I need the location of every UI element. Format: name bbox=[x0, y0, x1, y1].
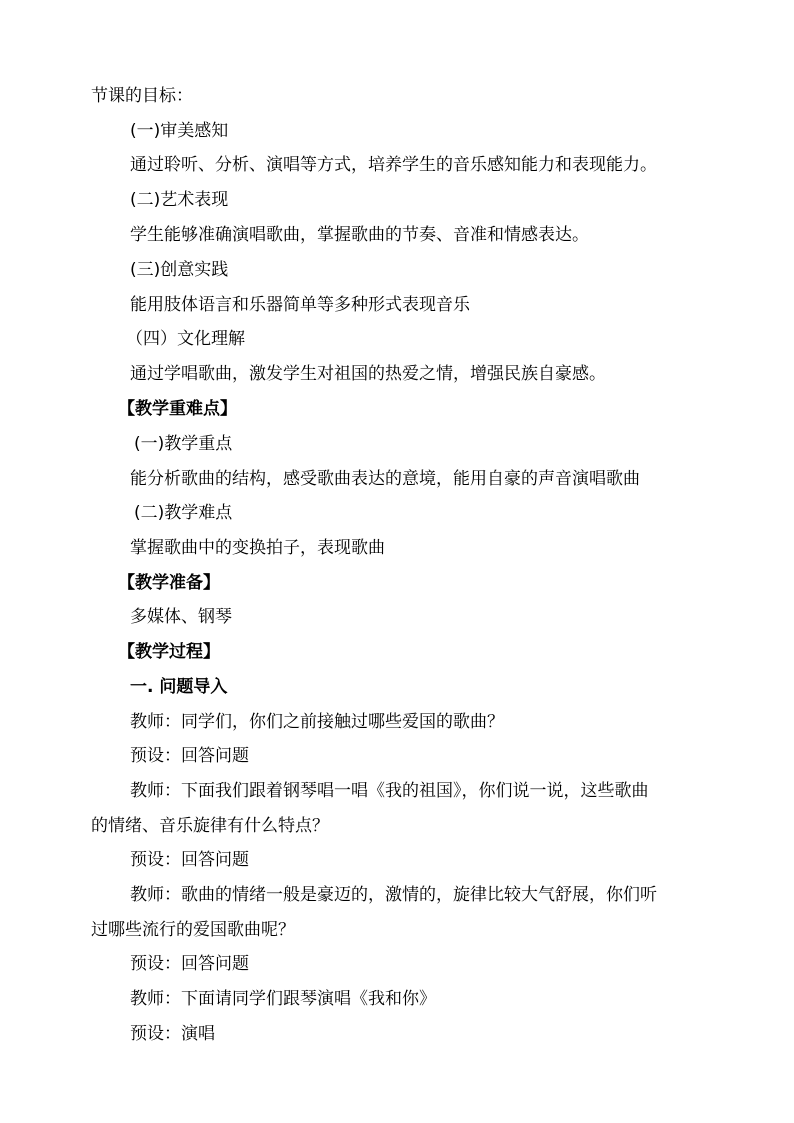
step1-heading: 一. 问题导入 bbox=[130, 677, 228, 697]
process-line-6: 教师：歌曲的情绪一般是豪迈的，激情的，旋律比较大气舒展，你们听 bbox=[130, 885, 657, 905]
objective-text-1: 通过聆听、分析、演唱等方式，培养学生的音乐感知能力和表现能力。 bbox=[130, 155, 657, 175]
objective-heading-2: (二)艺术表现 bbox=[130, 190, 229, 210]
process-line-9: 教师：下面请同学们跟琴演唱《我和你》 bbox=[130, 989, 436, 1009]
difficulty-text: 掌握歌曲中的变换拍子，表现歌曲 bbox=[130, 538, 385, 558]
difficulty-heading: (二)教学难点 bbox=[134, 503, 233, 523]
objective-text-3: 能用肢体语言和乐器简单等多种形式表现音乐 bbox=[130, 295, 470, 315]
process-line-8: 预设：回答问题 bbox=[130, 954, 249, 974]
intro-text: 节课的目标： bbox=[91, 86, 193, 106]
process-line-1: 教师：同学们，你们之前接触过哪些爱国的歌曲？ bbox=[130, 712, 504, 732]
objective-text-2: 学生能够准确演唱歌曲，掌握歌曲的节奏、音准和情感表达。 bbox=[130, 225, 589, 245]
focus-heading: (一)教学重点 bbox=[134, 434, 233, 454]
objective-heading-3: (三)创意实践 bbox=[130, 260, 229, 280]
process-line-5: 预设：回答问题 bbox=[130, 850, 249, 870]
process-title: 【教学过程】 bbox=[118, 642, 220, 662]
focus-text: 能分析歌曲的结构，感受歌曲表达的意境，能用自豪的声音演唱歌曲 bbox=[130, 469, 640, 489]
objective-text-4: 通过学唱歌曲，激发学生对祖国的热爱之情，增强民族自豪感。 bbox=[130, 364, 606, 384]
objective-heading-1: (一)审美感知 bbox=[130, 121, 229, 141]
prep-text: 多媒体、钢琴 bbox=[130, 607, 232, 627]
process-line-10: 预设：演唱 bbox=[130, 1024, 215, 1044]
key-section-title: 【教学重难点】 bbox=[118, 399, 237, 419]
prep-title: 【教学准备】 bbox=[118, 573, 220, 593]
objective-heading-4: （四）文化理解 bbox=[126, 329, 245, 349]
process-line-3: 教师：下面我们跟着钢琴唱一唱《我的祖国》，你们说一说，这些歌曲 bbox=[130, 781, 649, 801]
process-line-4: 的情绪、音乐旋律有什么特点？ bbox=[91, 816, 329, 836]
process-line-2: 预设：回答问题 bbox=[130, 746, 249, 766]
process-line-7: 过哪些流行的爱国歌曲呢？ bbox=[91, 920, 295, 940]
